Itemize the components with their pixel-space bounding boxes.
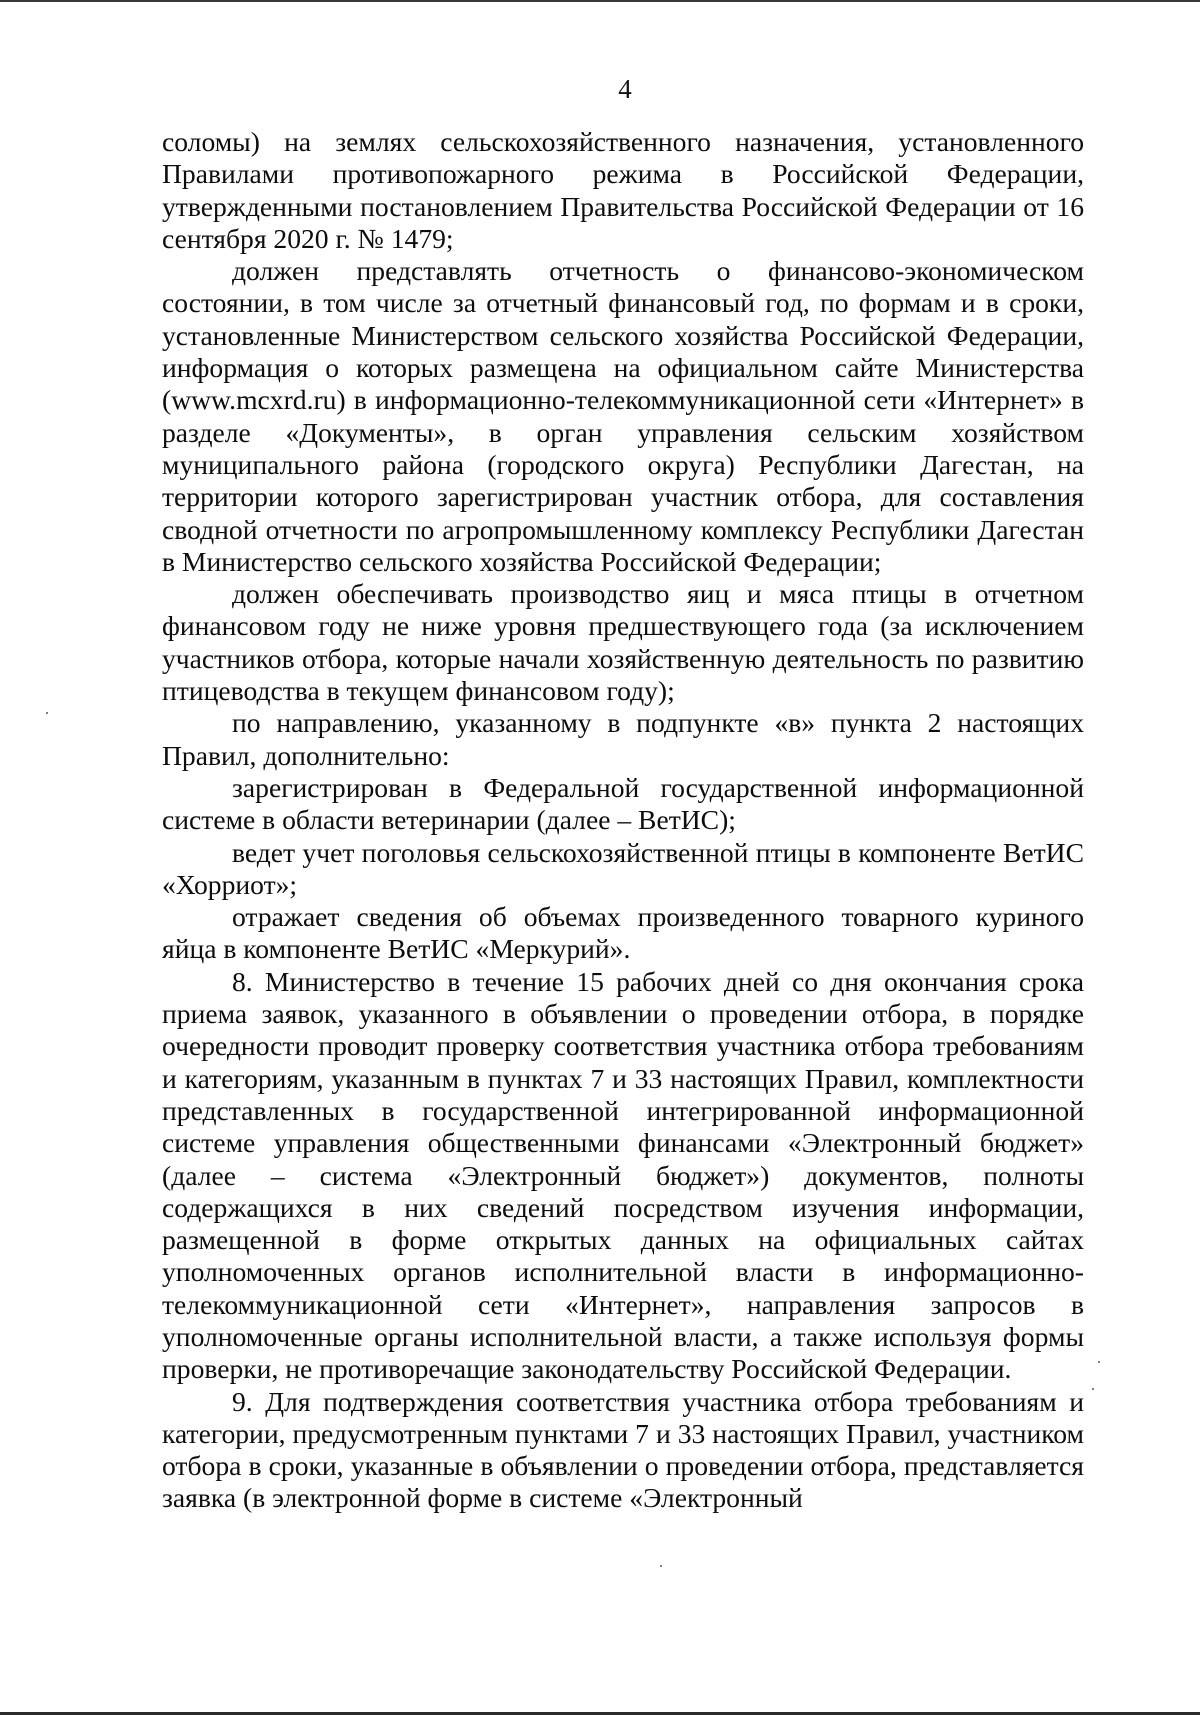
paragraph-horriot-accounting: ведет учет поголовья сельскохозяйственной птицы в компоненте ВетИС «Хорриот»; [162,836,1084,900]
paragraph-item-9: 9. Для подтверждения соответствия участника отбора требованиям и категории, предусмотренным пунктами 7 и 33 настоящих Правил, участником отбора в сроки, указанные в объявлении о проведении отбора, представляется заявка (в электронной форме в системе «Электронный [162,1385,1084,1514]
paragraph-mercury-records: отражает сведения об объемах произведенного товарного куриного яйца в компоненте ВетИС «Меркурий». [162,901,1084,965]
paragraph-production-requirement: должен обеспечивать производство яиц и мяса птицы в отчетном финансовом году не ниже уровня предшествующего года (за исключением участников отбора, которые начали хозяйственную деятельность по развитию птицеводства в текущем финансовом году); [162,578,1084,707]
scan-speck [1098,1361,1100,1363]
scan-top-edge [0,0,1200,2]
scan-speck [46,712,48,714]
page-number: 4 [618,74,632,104]
paragraph-direction-intro: по направлению, указанному в подпункте «в» пункта 2 настоящих Правил, дополнительно: [162,707,1084,771]
scan-speck [1092,1388,1094,1390]
scan-speck [660,1565,662,1567]
paragraph-item-8: 8. Министерство в течение 15 рабочих дней со дня окончания срока приема заявок, указанного в объявлении о проведении отбора, в порядке очередности проводит проверку соответствия участника отбора требованиям и категориям, указанным в пунктах 7 и 33 настоящих Правил, комплектности представленных в государственной интегрированной информационной системе управления общественными финансами «Электронный бюджет» (далее – система «Электронный бюджет») документов, полноты содержащихся в них сведений посредством изучения информации, размещенной в форме открытых данных на официальных сайтах уполномоченных органов исполнительной власти в информационно-телекоммуникационной сети «Интернет», направления запросов в уполномоченные органы исполнительной власти, а также используя формы проверки, не противоречащие законодательству Российской Федерации. [162,965,1084,1385]
paragraph-reporting-requirement: должен представлять отчетность о финансово-экономическом состоянии, в том числе за отчетный финансовый год, по формам и в сроки, установленные Министерством сельского хозяйства Российской Федерации, информация о которых размещена на официальном сайте Министерства (www.mcxrd.ru) в информационно-телекоммуникационной сети «Интернет» в разделе «Документы», в орган управления сельским хозяйством муниципального района (городского округа) Республики Дагестан, на территории которого зарегистрирован участник отбора, для составления сводной отчетности по агропромышленному комплексу Республики Дагестан в Министерство сельского хозяйства Российской Федерации; [162,255,1084,577]
paragraph-continuation: соломы) на землях сельскохозяйственного назначения, установленного Правилами противопожарного режима в Российской Федерации, утвержденными постановлением Правительства Российской Федерации от 16 сентября 2020 г. № 1479; [162,126,1084,254]
document-body [162,126,1084,1515]
paragraph-vetis-registration: зарегистрирован в Федеральной государственной информационной системе в области ветеринарии (далее – ВетИС); [162,771,1084,836]
